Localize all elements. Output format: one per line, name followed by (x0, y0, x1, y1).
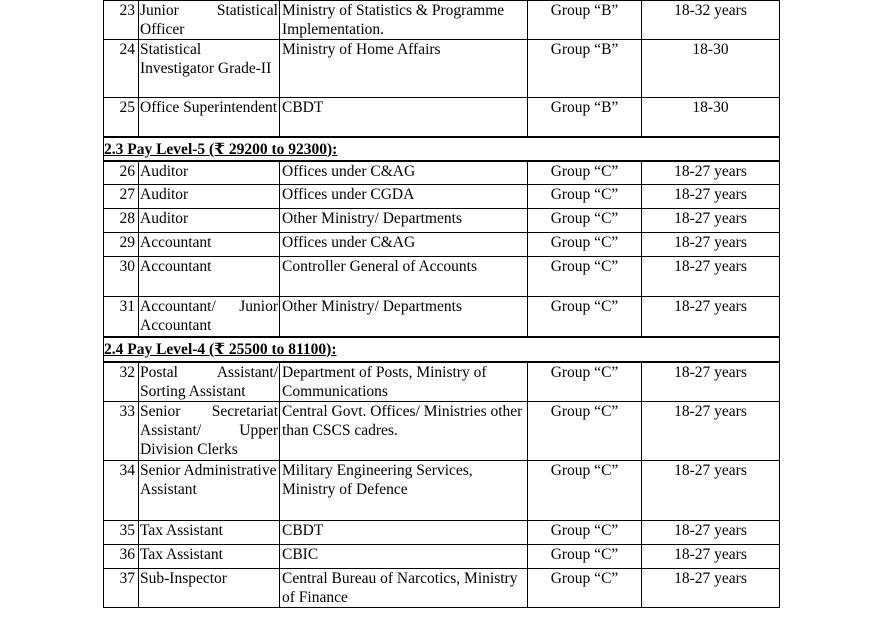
table-row (104, 40, 780, 98)
age-limit: 18-27 years (642, 362, 780, 402)
ministry-name: Offices under C&AG (280, 233, 528, 257)
ministry-name: Ministry of Statistics & Programme Implementation. (280, 1, 528, 40)
age-limit: 18-30 (642, 40, 780, 98)
group-classification: Group “C” (528, 520, 642, 544)
group-classification: Group “B” (528, 40, 642, 98)
post-name: Office Superintendent (139, 98, 280, 137)
section-heading: 2.4 Pay Level-4 (₹ 25500 to 81100): (104, 337, 780, 362)
table-row (104, 233, 780, 257)
group-classification: Group “C” (528, 568, 642, 607)
row-number: 29 (104, 233, 139, 257)
ministry-name: Central Bureau of Narcotics, Ministry of Finance (280, 568, 528, 607)
ministry-name: CBIC (280, 544, 528, 568)
group-classification: Group “C” (528, 362, 642, 402)
table-row (104, 544, 780, 568)
row-number: 23 (104, 1, 139, 40)
table-row (104, 257, 780, 297)
row-number: 30 (104, 257, 139, 297)
age-limit: 18-27 years (642, 520, 780, 544)
table-row (104, 209, 780, 233)
row-number: 28 (104, 209, 139, 233)
group-classification: Group “C” (528, 544, 642, 568)
ministry-name: CBDT (280, 520, 528, 544)
age-limit: 18-27 years (642, 460, 780, 520)
row-number: 32 (104, 362, 139, 402)
age-limit: 18-27 years (642, 544, 780, 568)
ministry-name: CBDT (280, 98, 528, 137)
age-limit: 18-27 years (642, 401, 780, 460)
ministry-name: Other Ministry/ Departments (280, 297, 528, 337)
group-classification: Group “C” (528, 233, 642, 257)
post-name: Tax Assistant (139, 544, 280, 568)
post-name: Statistical Investigator Grade-II (139, 40, 280, 98)
row-number: 27 (104, 185, 139, 209)
row-number: 37 (104, 568, 139, 607)
table-row (104, 98, 780, 137)
group-classification: Group “C” (528, 401, 642, 460)
group-classification: Group “C” (528, 161, 642, 185)
table-row (104, 460, 780, 520)
ministry-name: Central Govt. Offices/ Ministries other than CSCS cadres. (280, 401, 528, 460)
age-limit: 18-27 years (642, 161, 780, 185)
table-row (104, 401, 780, 460)
post-name: Auditor (139, 161, 280, 185)
table-row (104, 185, 780, 209)
table-row (104, 568, 780, 607)
ministry-name: Offices under CGDA (280, 185, 528, 209)
group-classification: Group “C” (528, 185, 642, 209)
table-row (104, 297, 780, 337)
post-name: Tax Assistant (139, 520, 280, 544)
table-row (104, 362, 780, 402)
section-heading-row (104, 337, 780, 362)
row-number: 24 (104, 40, 139, 98)
group-classification: Group “C” (528, 209, 642, 233)
table-row (104, 161, 780, 185)
row-number: 31 (104, 297, 139, 337)
ministry-name: Controller General of Accounts (280, 257, 528, 297)
post-name: Accountant (139, 257, 280, 297)
row-number: 33 (104, 401, 139, 460)
ministry-name: Ministry of Home Affairs (280, 40, 528, 98)
post-name: Senior Administrative Assistant (139, 460, 280, 520)
post-name: Accountant (139, 233, 280, 257)
group-classification: Group “C” (528, 460, 642, 520)
post-name: Auditor (139, 185, 280, 209)
ministry-name: Other Ministry/ Departments (280, 209, 528, 233)
age-limit: 18-32 years (642, 1, 780, 40)
group-classification: Group “C” (528, 297, 642, 337)
row-number: 36 (104, 544, 139, 568)
post-name: Senior Secretariat Assistant/ Upper Division Clerks (139, 401, 280, 460)
age-limit: 18-27 years (642, 233, 780, 257)
post-name: Sub-Inspector (139, 568, 280, 607)
ministry-name: Offices under C&AG (280, 161, 528, 185)
post-name: Postal Assistant/ Sorting Assistant (140, 363, 278, 400)
age-limit: 18-30 (642, 98, 780, 137)
ministry-name: Department of Posts, Ministry of Communications (280, 362, 528, 402)
age-limit: 18-27 years (642, 297, 780, 337)
row-number: 25 (104, 98, 139, 137)
group-classification: Group “C” (528, 257, 642, 297)
age-limit: 18-27 years (642, 568, 780, 607)
row-number: 35 (104, 520, 139, 544)
group-classification: Group “B” (528, 98, 642, 137)
row-number: 26 (104, 161, 139, 185)
table-row (104, 1, 780, 40)
post-name: Auditor (139, 209, 280, 233)
section-heading: 2.3 Pay Level-5 (₹ 29200 to 92300): (104, 137, 780, 161)
age-limit: 18-27 years (642, 209, 780, 233)
post-name: Accountant/ Junior Accountant (139, 297, 280, 337)
section-heading-row (104, 137, 780, 161)
post-name: Junior Statistical Officer (140, 2, 278, 38)
age-limit: 18-27 years (642, 257, 780, 297)
posts-table (103, 0, 780, 608)
ministry-name: Military Engineering Services, Ministry of Defence (280, 460, 528, 520)
table-row (104, 520, 780, 544)
age-limit: 18-27 years (642, 185, 780, 209)
group-classification: Group “B” (528, 1, 642, 40)
row-number: 34 (104, 460, 139, 520)
